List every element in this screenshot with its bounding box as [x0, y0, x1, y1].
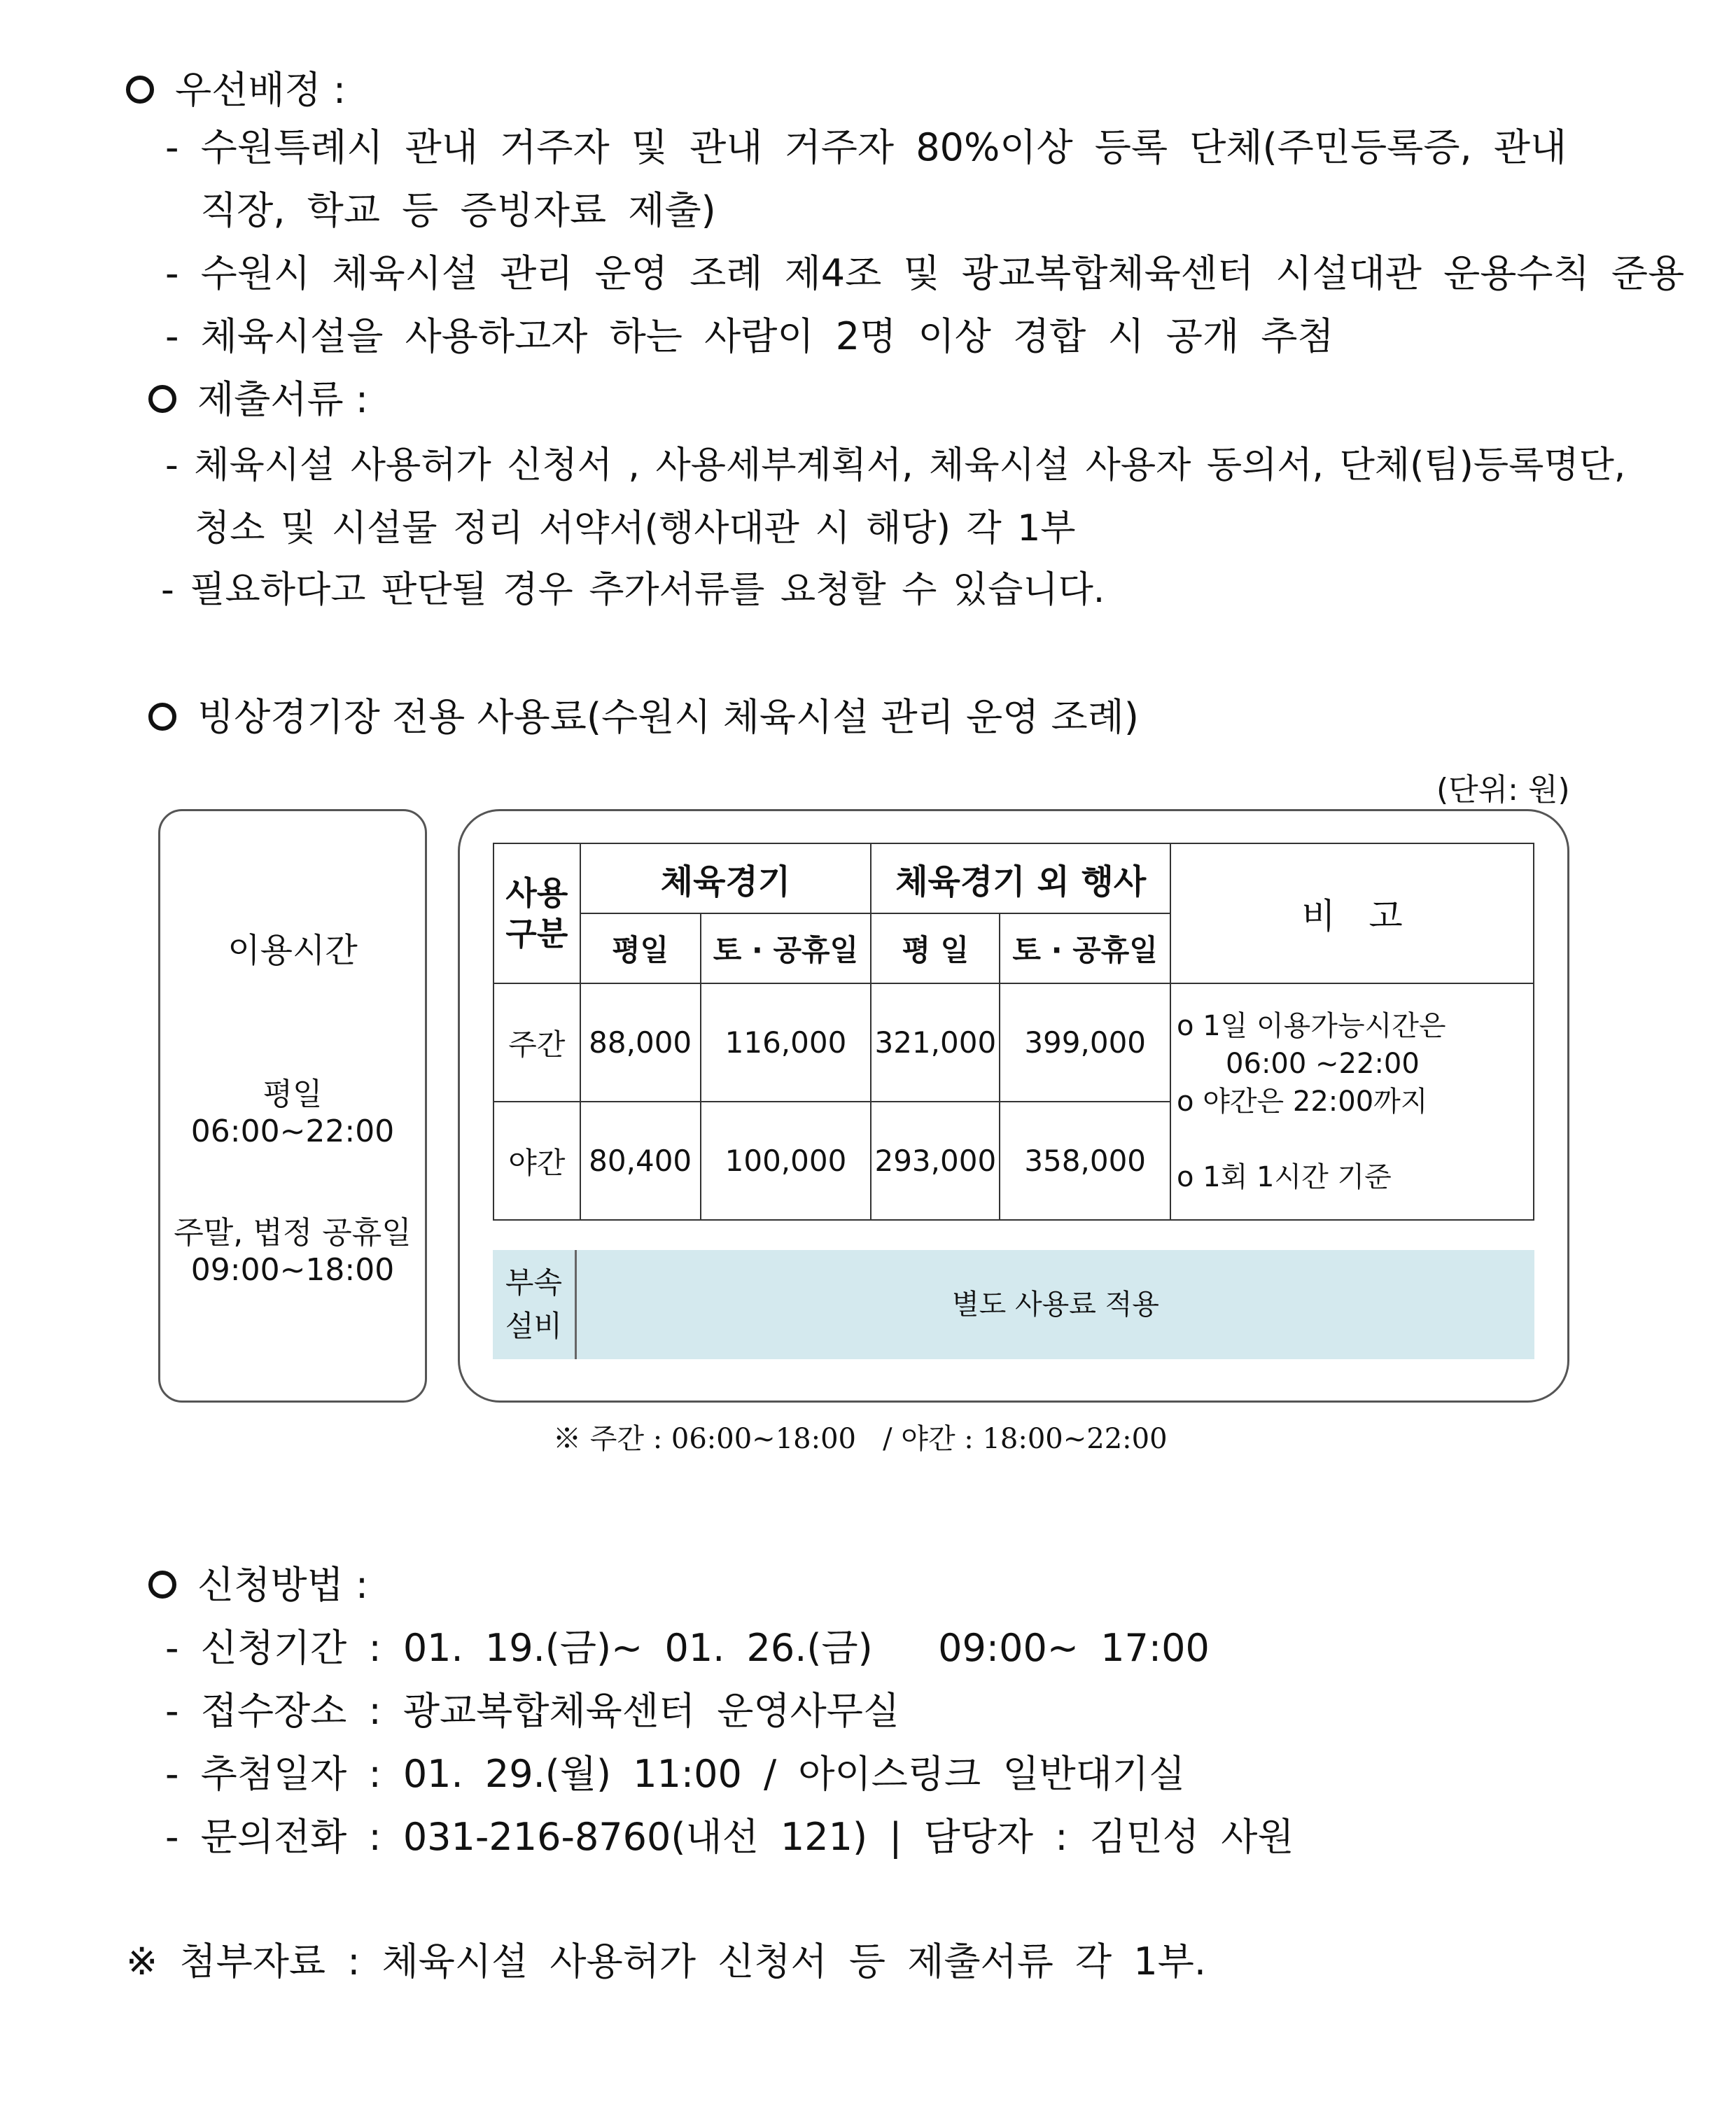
priority-item-1: - 수원특례시 관내 거주자 및 관내 거주자 80%이상 등록 단체(주민등록증, 관내	[165, 125, 1567, 169]
fee-table	[493, 843, 1534, 1221]
documents-item-2: - 필요하다고 판단될 경우 추가서류를 요청할 수 있습니다.	[161, 569, 1105, 611]
remark-1-cont: 06:00 ~22:00	[1226, 1048, 1420, 1080]
cell: 80,400	[580, 1102, 701, 1220]
row-label: 야간	[493, 1102, 580, 1220]
cell: 88,000	[580, 983, 701, 1102]
col-events-header: 체육경기 외 행사	[871, 843, 1170, 913]
priority-item-1-cont: 직장, 학교 등 증빙자료 제출)	[200, 188, 716, 232]
documents-item-1-cont: 청소 및 시설물 정리 서약서(행사대관 시 해당) 각 1부	[195, 507, 1076, 549]
accessory-label: 부속 설비	[493, 1250, 577, 1359]
col-remarks-header: 비 고	[1170, 843, 1534, 983]
col-use-header: 사용 구분	[493, 843, 580, 983]
circle-bullet-icon	[126, 76, 154, 104]
fees-header: 빙상경기장 전용 사용료(수원시 체육시설 관리 운영 조례)	[148, 687, 1139, 741]
circle-bullet-icon	[148, 703, 176, 731]
circle-bullet-icon	[148, 385, 176, 413]
cell: 100,000	[701, 1102, 872, 1220]
documents-item-1: - 체육시설 사용허가 신청서 , 사용세부계획서, 체육시설 사용자 동의서, 단체(팀)등록명단,	[165, 444, 1626, 486]
col-sports-header: 체육경기	[580, 843, 872, 913]
cell: 358,000	[1000, 1102, 1170, 1220]
priority-item-2: - 수원시 체육시설 관리 운영 조례 제4조 및 광교복합체육센터 시설대관 운용수칙 준용	[165, 251, 1685, 295]
time-note: ※ 주간 : 06:00~18:00 / 야간 : 18:00~22:00	[553, 1423, 1168, 1455]
documents-header: 제출서류 :	[148, 370, 368, 423]
sub-weekday: 평일	[580, 913, 701, 983]
sub-holiday-2: 토 · 공휴일	[1000, 913, 1170, 983]
remark-3: o 1회 1시간 기준	[1177, 1161, 1392, 1193]
accessory-row	[493, 1250, 1534, 1359]
sub-holiday: 토 · 공휴일	[701, 913, 872, 983]
row-label: 주간	[493, 983, 580, 1102]
unit-label: (단위: 원)	[1436, 772, 1570, 808]
weekday-label: 평일	[262, 1076, 323, 1112]
weekday-hours: 06:00~22:00	[190, 1114, 395, 1149]
hours-title: 이용시간	[227, 931, 358, 970]
cell: 116,000	[701, 983, 872, 1102]
priority-item-3: - 체육시설을 사용하고자 하는 사람이 2명 이상 경합 시 공개 추첨	[165, 314, 1334, 358]
hours-box	[158, 809, 427, 1403]
table-row	[493, 983, 1534, 1102]
cell: 321,000	[871, 983, 1000, 1102]
weekend-label: 주말, 법정 공휴일	[174, 1215, 412, 1251]
remark-1: o 1일 이용가능시간은	[1177, 1010, 1446, 1042]
priority-header: 우선배정 :	[126, 60, 346, 114]
circle-bullet-icon	[148, 1571, 176, 1599]
application-period: - 신청기간 : 01. 19.(금)~ 01. 26.(금) 09:00~ 17:00	[165, 1626, 1210, 1670]
cell: 293,000	[871, 1102, 1000, 1220]
remark-2: o 야간은 22:00까지	[1177, 1086, 1428, 1118]
application-place: - 접수장소 : 광교복합체육센터 운영사무실	[165, 1689, 900, 1733]
remarks-cell	[1170, 983, 1534, 1220]
accessory-value: 별도 사용료 적용	[952, 1289, 1159, 1321]
application-contact: - 문의전화 : 031-216-8760(내선 121) | 담당자 : 김민성 사원	[165, 1815, 1294, 1859]
sub-weekday-2: 평 일	[871, 913, 1000, 983]
application-draw-date: - 추첨일자 : 01. 29.(월) 11:00 / 아이스링크 일반대기실	[165, 1752, 1186, 1796]
application-header: 신청방법 :	[148, 1555, 368, 1609]
attachment-note: ※ 첨부자료 : 체육시설 사용허가 신청서 등 제출서류 각 1부.	[126, 1939, 1207, 1984]
cell: 399,000	[1000, 983, 1170, 1102]
weekend-hours: 09:00~18:00	[190, 1252, 395, 1288]
